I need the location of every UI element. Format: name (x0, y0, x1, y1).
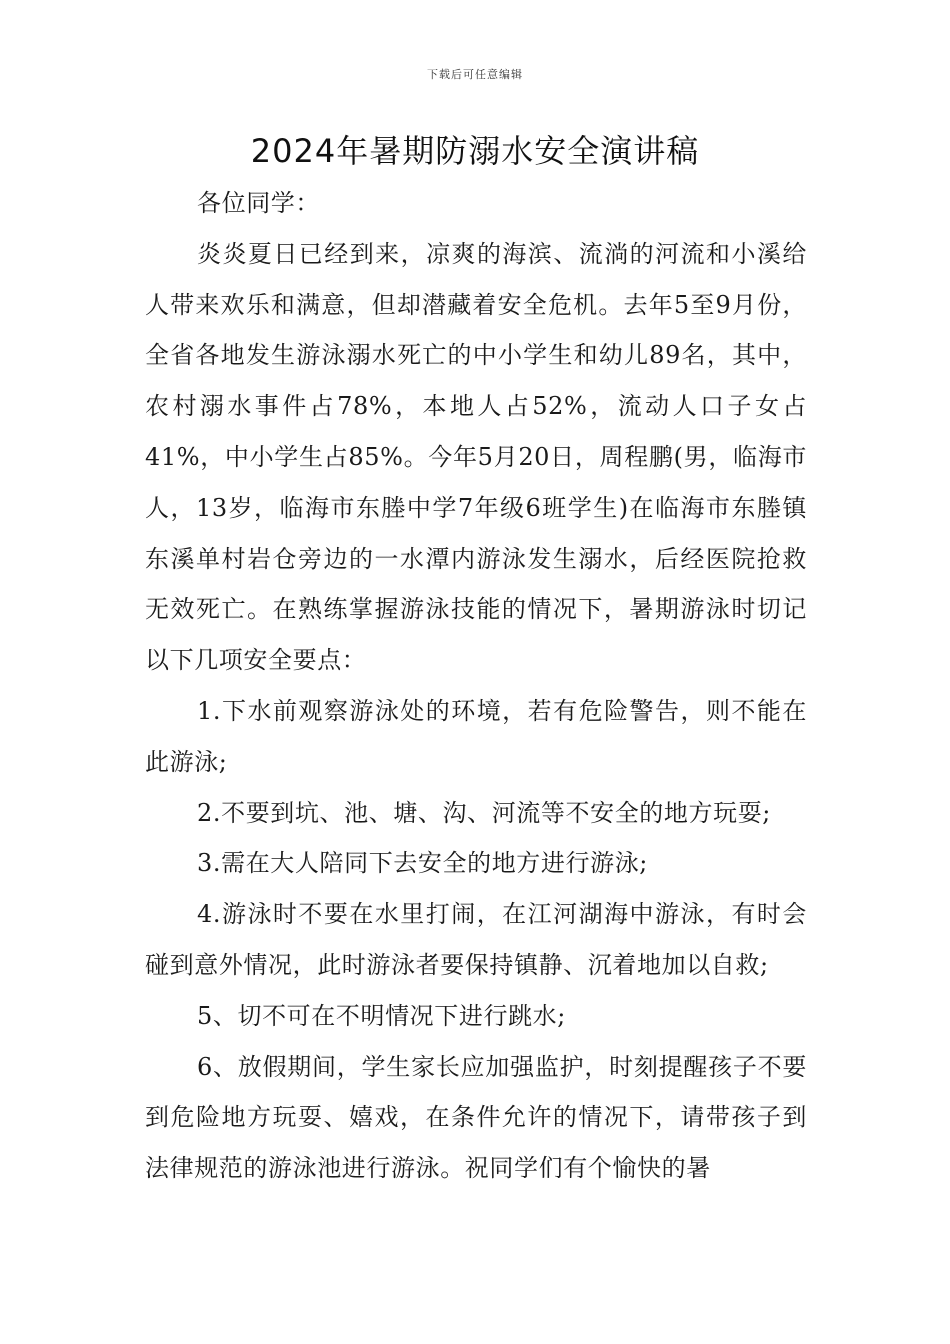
safety-point-5: 5、切不可在不明情况下进行跳水; (197, 1001, 566, 1030)
document-body (145, 178, 807, 1194)
safety-point-2: 2.不要到坑、池、塘、沟、河流等不安全的地方玩耍; (197, 798, 771, 827)
header-note: 下载后可任意编辑 (427, 68, 523, 81)
safety-point-3: 3.需在大人陪同下去安全的地方进行游泳; (197, 849, 648, 878)
document-title: 2024年暑期防溺水安全演讲稿 (250, 132, 700, 170)
intro-paragraph: 炎炎夏日已经到来，凉爽的海滨、流淌的河流和小溪给人带来欢乐和满意，但却潜藏着安全危机。去年5至9月份，全省各地发生游泳溺水死亡的中小学生和幼儿89名，其中，农村溺水事件占78%，本地人占52%，流动人口子女占41%，中小学生占85%。今年5月20日，周程鹏(男，临海市人，13岁，临海市东塍中学7年级6班学生)在临海市东塍镇东溪单村岩仓旁边的一水潭内游泳发生溺水，后经医院抢救无效死亡。在熟练掌握游泳技能的情况下，暑期游泳时切记以下几项安全要点： (145, 239, 807, 675)
salutation-paragraph: 各位同学： (197, 189, 320, 217)
safety-point-6: 6、放假期间，学生家长应加强监护，时刻提醒孩子不要到危险地方玩耍、嬉戏，在条件允许的情况下，请带孩子到法律规范的游泳池进行游泳。祝同学们有个愉快的暑 (145, 1052, 807, 1183)
safety-point-4: 4.游泳时不要在水里打闹，在江河湖海中游泳，有时会碰到意外情况，此时游泳者要保持镇静、沉着地加以自救; (145, 900, 807, 979)
safety-point-1: 1.下水前观察游泳处的环境，若有危险警告，则不能在此游泳; (145, 696, 807, 776)
